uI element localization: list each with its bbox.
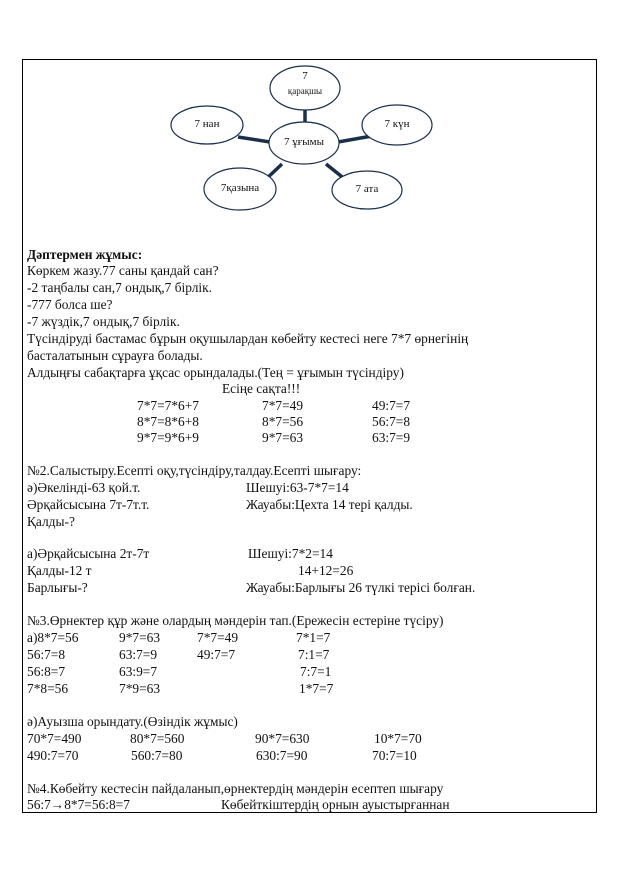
problem-a-answer: Жауабы:Цехта 14 тері қалды. (246, 497, 413, 512)
table-cell: 7*7=49 (197, 630, 239, 645)
table-cell: 7*1=7 (296, 630, 331, 645)
table-cell: 63:7=9 (119, 647, 158, 662)
table-cell: 7:7=1 (300, 664, 332, 679)
section1-line: -7 жүздік,7 ондық,7 бірлік. (27, 314, 180, 329)
table-cell: 8*7=56 (262, 414, 304, 429)
problem-a-line: ә)Әкелінді-63 қой.т. (27, 480, 141, 495)
node-bottom-right-label: 7 ата (355, 183, 379, 195)
table-cell: 10*7=70 (374, 731, 422, 746)
table-cell: 63:9=7 (119, 664, 158, 679)
node-top-label (270, 70, 340, 97)
node-center-label: 7 ұғымы (283, 136, 324, 148)
table-cell: 70:7=10 (372, 748, 417, 763)
problem-b-solution-step: 14+12=26 (298, 563, 354, 578)
concept-diagram (160, 60, 460, 230)
table-cell: 630:7=90 (256, 748, 308, 763)
table-cell: а)8*7=56 (27, 630, 79, 645)
table-cell: 9*7=63 (262, 430, 304, 445)
table-cell: 560:7=80 (131, 748, 183, 763)
node-right-label: 7 күн (384, 118, 410, 130)
table-cell: 63:7=9 (372, 430, 411, 445)
table-cell: 7*7=49 (262, 398, 304, 413)
oral-heading: ә)Ауызша орындату.(Өзіндік жұмыс) (27, 714, 238, 729)
table-cell: 56:7=8 (27, 647, 66, 662)
problem-b-line: Қалды-12 т (27, 563, 92, 578)
section4-note: Көбейткіштердің орнын ауыстырғаннан (221, 797, 450, 812)
table-cell: 49:7=7 (372, 398, 411, 413)
section1-line: Түсіндіруді бастамас бұрын оқушылардан көбейту кестесі неге 7*7 өрнегінің (27, 331, 469, 346)
problem-a-solution: Шешуі:63-7*7=14 (246, 480, 349, 495)
node-bottom-left-label: 7қазына (220, 182, 260, 194)
table-cell: 80*7=560 (130, 731, 185, 746)
table-cell: 1*7=7 (299, 681, 334, 696)
section4-heading: №4.Көбейту кестесін пайдаланып,өрнектердің мәндерін есептеп шығару (27, 781, 444, 796)
remember-note: Есіңе сақта!!! (222, 381, 301, 396)
problem-b-line: а)Әрқайсысына 2т-7т (27, 546, 150, 561)
node-top-number: 7 (302, 70, 308, 82)
section1-line: -2 таңбалы сан,7 ондық,7 бірлік. (27, 280, 213, 295)
node-top-word: қарақшы (287, 86, 323, 96)
connector-right (338, 136, 372, 142)
table-cell: 9*7=63 (119, 630, 161, 645)
table-cell: 56:7=8 (372, 414, 411, 429)
section3-heading: №3.Өрнектер құр және олардың мәндерін тап.(Ережесін естеріне түсіру) (27, 613, 444, 628)
section1-line: -777 болса ше? (27, 297, 113, 312)
table-cell: 8*7=8*6+8 (137, 414, 199, 429)
table-cell: 7*7=7*6+7 (137, 398, 199, 413)
problem-a-line: Әрқайсысына 7т-7т.т. (27, 497, 150, 512)
problem-b-line: Барлығы-? (27, 580, 88, 595)
table-cell: 70*7=490 (27, 731, 82, 746)
section1-line: Көркем жазу.77 саны қандай сан? (27, 263, 219, 278)
table-cell: 56:8=7 (27, 664, 66, 679)
section4-example: 56:7→8*7=56:8=7 (27, 797, 130, 812)
section1-heading: Дәптермен жұмыс: (27, 247, 143, 262)
section1-line: Алдыңғы сабақтарға ұқсас орындалады.(Тең = ұғымын түсіндіру) (27, 365, 404, 380)
problem-a-line: Қалды-? (27, 514, 75, 529)
table-cell: 490:7=70 (27, 748, 79, 763)
table-cell: 49:7=7 (197, 647, 236, 662)
node-left-label: 7 нан (194, 118, 220, 130)
table-cell: 9*7=9*6+9 (137, 430, 199, 445)
section2-heading: №2.Салыстыру.Есепті оқу,түсіндіру,талдау.Есепті шығару: (27, 463, 362, 478)
table-cell: 7*9=63 (119, 681, 161, 696)
section1-line: басталатынын сұрауға болады. (27, 348, 203, 363)
table-cell: 90*7=630 (255, 731, 310, 746)
connector-left (238, 137, 270, 142)
table-cell: 7:1=7 (298, 647, 330, 662)
problem-b-solution: Шешуі:7*2=14 (248, 546, 333, 561)
problem-b-answer: Жауабы:Барлығы 26 түлкі терісі болған. (246, 580, 476, 595)
table-cell: 7*8=56 (27, 681, 69, 696)
